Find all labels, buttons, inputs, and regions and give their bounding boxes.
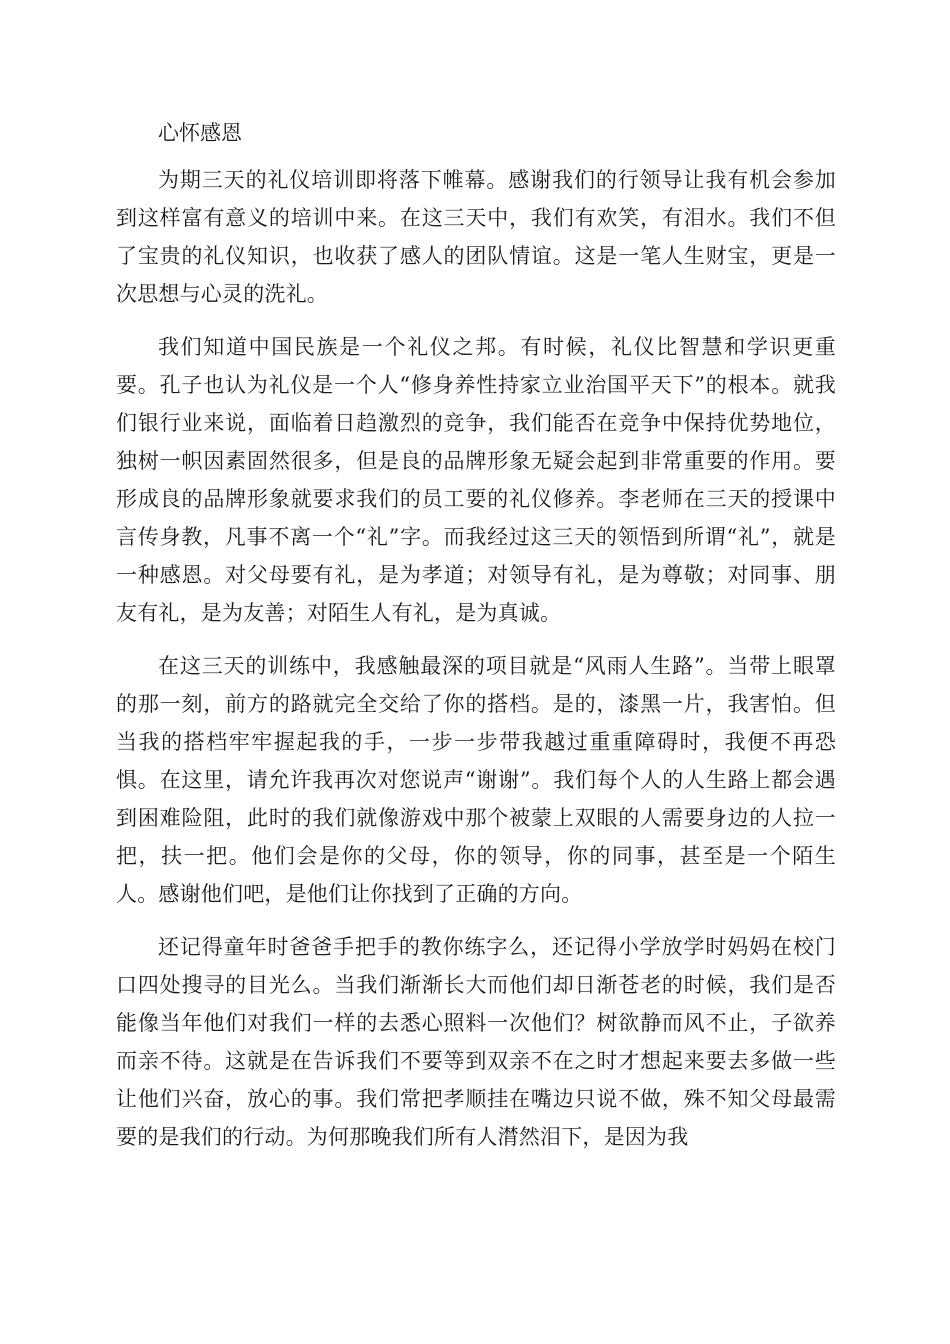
- document-title: 心怀感恩: [158, 121, 242, 145]
- paragraph-4: 还记得童年时爸爸手把手的教你练字么，还记得小学放学时妈妈在校门口四处搜寻的目光么。当我们渐渐长大而他们却日渐苍老的时候，我们是否能像当年他们对我们一样的去悉心照料一次他们？树欲静而风不止，子欲养而亲不待。这就是在告诉我们不要等到双亲不在之时才想起来要去多做一些让他们兴奋，放心的事。我们常把孝顺挂在嘴边只说不做，殊不知父母最需要的是我们的行动。为何那晚我们所有人潸然泪下，是因为我: [116, 935, 836, 1149]
- document-page: [116, 114, 836, 1171]
- paragraph-3: 在这三天的训练中，我感触最深的项目就是“风雨人生路”。当带上眼罩的那一刻，前方的路就完全交给了你的搭档。是的，漆黑一片，我害怕。但当我的搭档牢牢握起我的手，一步一步带我越过重重障碍时，我便不再恐惧。在这里，请允许我再次对您说声“谢谢”。我们每个人的人生路上都会遇到困难险阻，此时的我们就像游戏中那个被蒙上双眼的人需要身边的人拉一把，扶一把。他们会是你的父母，你的领导，你的同事，甚至是一个陌生人。感谢他们吧，是他们让你找到了正确的方向。: [116, 654, 836, 906]
- paragraph-1: 为期三天的礼仪培训即将落下帷幕。感谢我们的行领导让我有机会参加到这样富有意义的培训中来。在这三天中，我们有欢笑，有泪水。我们不但了宝贵的礼仪知识，也收获了感人的团队情谊。这是一笔人生财宝，更是一次思想与心灵的洗礼。: [116, 168, 836, 306]
- paragraph-2: 我们知道中国民族是一个礼仪之邦。有时候，礼仪比智慧和学识更重要。孔子也认为礼仪是一个人“修身养性持家立业治国平天下”的根本。就我们银行业来说，面临着日趋激烈的竞争，我们能否在竞争中保持优势地位，独树一帜因素固然很多，但是良的品牌形象无疑会起到非常重要的作用。要形成良的品牌形象就要求我们的员工要的礼仪修养。李老师在三天的授课中言传身教，凡事不离一个“礼”字。而我经过这三天的领悟到所谓“礼”，就是一种感恩。对父母要有礼，是为孝道；对领导有礼，是为尊敬；对同事、朋友有礼，是为友善；对陌生人有礼，是为真诚。: [116, 335, 836, 625]
